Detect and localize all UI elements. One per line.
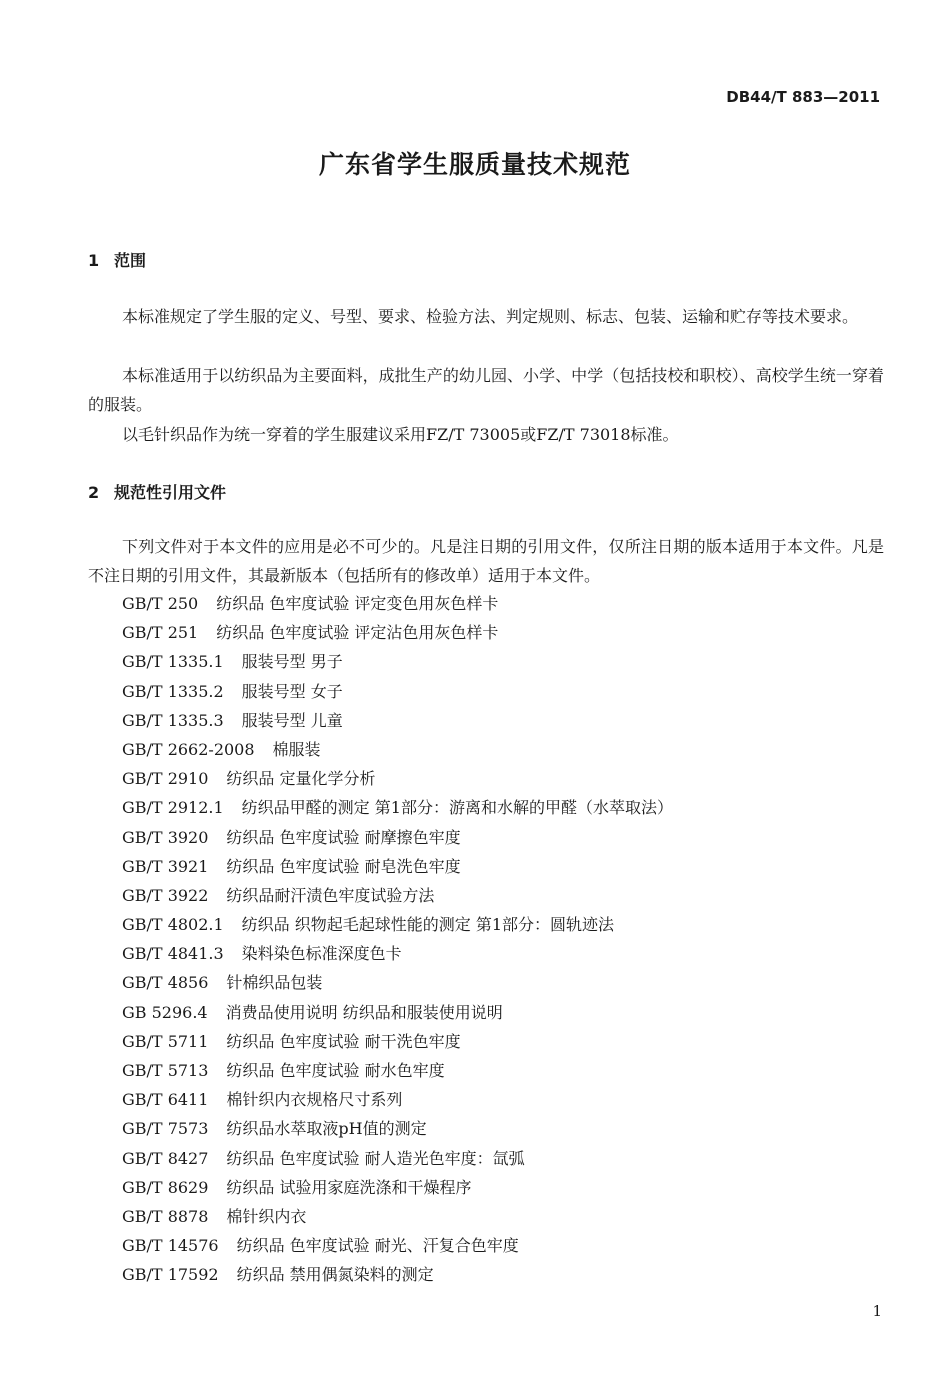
reference-item bbox=[122, 1144, 673, 1173]
reference-code: GB/T 8878 bbox=[122, 1206, 209, 1226]
reference-item bbox=[122, 823, 673, 852]
reference-code: GB/T 2662-2008 bbox=[122, 739, 255, 759]
reference-code: GB 5296.4 bbox=[122, 1002, 208, 1022]
page-number: 1 bbox=[872, 1302, 882, 1320]
reference-list bbox=[122, 589, 673, 1290]
reference-title: 纺织品 禁用偶氮染料的测定 bbox=[236, 1265, 434, 1285]
reference-title: 服装号型 女子 bbox=[241, 681, 343, 701]
reference-code: GB/T 7573 bbox=[122, 1119, 209, 1139]
reference-code: GB/T 3922 bbox=[122, 885, 209, 905]
reference-title: 纺织品 色牢度试验 评定沾色用灰色样卡 bbox=[216, 623, 499, 643]
section-number: 1 bbox=[88, 251, 100, 270]
reference-code: GB/T 5713 bbox=[122, 1061, 209, 1080]
reference-item bbox=[122, 793, 673, 822]
reference-code: GB/T 4802.1 bbox=[122, 915, 224, 935]
reference-title: 纺织品 色牢度试验 耐摩擦色牢度 bbox=[226, 827, 461, 847]
reference-title: 针棉织品包装 bbox=[226, 973, 323, 993]
reference-item bbox=[122, 1260, 673, 1289]
reference-code: GB/T 6411 bbox=[122, 1090, 209, 1110]
section-2-heading bbox=[88, 480, 226, 503]
reference-item bbox=[122, 589, 673, 618]
reference-title: 纺织品 织物起毛起球性能的测定 第1部分：圆轨迹法 bbox=[241, 915, 615, 935]
reference-item bbox=[122, 1056, 673, 1085]
reference-code: GB/T 14576 bbox=[122, 1236, 219, 1256]
reference-item bbox=[122, 735, 673, 764]
reference-code: GB/T 8629 bbox=[122, 1177, 209, 1197]
reference-title: 服装号型 儿童 bbox=[241, 710, 343, 730]
reference-item bbox=[122, 968, 673, 997]
scope-paragraph-2: 本标准适用于以纺织品为主要面料，成批生产的幼儿园、小学、中学（包括技校和职校）、高校学生统一穿着的服装。 bbox=[88, 366, 884, 414]
reference-title: 纺织品 色牢度试验 耐人造光色牢度：氙弧 bbox=[226, 1148, 525, 1168]
reference-item bbox=[122, 910, 673, 939]
reference-title: 纺织品 色牢度试验 评定变色用灰色样卡 bbox=[216, 594, 499, 613]
section-title: 范围 bbox=[114, 251, 147, 270]
reference-title: 染料染色标准深度色卡 bbox=[241, 944, 402, 964]
standard-code: DB44/T 883—2011 bbox=[726, 88, 880, 106]
reference-code: GB/T 4856 bbox=[122, 973, 209, 993]
section-title: 规范性引用文件 bbox=[114, 483, 227, 502]
reference-item bbox=[122, 939, 673, 968]
reference-title: 消费品使用说明 纺织品和服装使用说明 bbox=[225, 1002, 503, 1022]
reference-title: 纺织品 色牢度试验 耐皂洗色牢度 bbox=[226, 856, 461, 876]
reference-item bbox=[122, 764, 673, 793]
reference-item bbox=[122, 647, 673, 676]
reference-title: 纺织品 色牢度试验 耐光、汗复合色牢度 bbox=[236, 1236, 519, 1256]
reference-item bbox=[122, 677, 673, 706]
references-intro-paragraph: 下列文件对于本文件的应用是必不可少的。凡是注日期的引用文件，仅所注日期的版本适用于本文件。凡是不注日期的引用文件，其最新版本（包括所有的修改单）适用于本文件。 bbox=[88, 537, 884, 585]
reference-code: GB/T 251 bbox=[122, 623, 199, 643]
reference-title: 纺织品水萃取液pH值的测定 bbox=[226, 1119, 427, 1139]
reference-item bbox=[122, 998, 673, 1027]
reference-item bbox=[122, 881, 673, 910]
reference-title: 纺织品 定量化学分析 bbox=[226, 769, 376, 789]
reference-title: 服装号型 男子 bbox=[241, 652, 343, 672]
reference-code: GB/T 250 bbox=[122, 594, 199, 613]
reference-item bbox=[122, 706, 673, 735]
document-title: 广东省学生服质量技术规范 bbox=[318, 150, 631, 179]
reference-code: GB/T 2910 bbox=[122, 769, 209, 789]
reference-title: 纺织品甲醛的测定 第1部分：游离和水解的甲醛（水萃取法） bbox=[241, 798, 673, 818]
reference-title: 纺织品耐汗渍色牢度试验方法 bbox=[226, 885, 435, 905]
reference-code: GB/T 3921 bbox=[122, 856, 209, 876]
reference-item bbox=[122, 1027, 673, 1056]
reference-title: 纺织品 色牢度试验 耐水色牢度 bbox=[226, 1061, 445, 1080]
reference-code: GB/T 5711 bbox=[122, 1031, 209, 1051]
reference-item bbox=[122, 618, 673, 647]
reference-title: 纺织品 试验用家庭洗涤和干燥程序 bbox=[226, 1177, 472, 1197]
section-number: 2 bbox=[88, 483, 100, 502]
reference-title: 棉针织内衣 bbox=[226, 1206, 307, 1226]
reference-code: GB/T 1335.1 bbox=[122, 652, 224, 672]
reference-code: GB/T 1335.2 bbox=[122, 681, 224, 701]
scope-paragraph-3: 以毛针织品作为统一穿着的学生服建议采用FZ/T 73005或FZ/T 73018标准。 bbox=[122, 425, 679, 444]
reference-code: GB/T 2912.1 bbox=[122, 798, 224, 818]
reference-item bbox=[122, 1173, 673, 1202]
reference-title: 棉服装 bbox=[272, 739, 321, 759]
reference-code: GB/T 1335.3 bbox=[122, 710, 224, 730]
reference-title: 棉针织内衣规格尺寸系列 bbox=[226, 1090, 403, 1110]
scope-paragraph-1: 本标准规定了学生服的定义、号型、要求、检验方法、判定规则、标志、包装、运输和贮存等技术要求。 bbox=[122, 307, 859, 326]
reference-code: GB/T 17592 bbox=[122, 1265, 219, 1285]
reference-item bbox=[122, 1202, 673, 1231]
reference-item bbox=[122, 1114, 673, 1143]
reference-item bbox=[122, 852, 673, 881]
reference-code: GB/T 4841.3 bbox=[122, 944, 224, 964]
reference-item bbox=[122, 1085, 673, 1114]
section-1-heading bbox=[88, 248, 146, 271]
reference-code: GB/T 3920 bbox=[122, 827, 209, 847]
reference-title: 纺织品 色牢度试验 耐干洗色牢度 bbox=[226, 1031, 461, 1051]
reference-code: GB/T 8427 bbox=[122, 1148, 209, 1168]
reference-item bbox=[122, 1231, 673, 1260]
